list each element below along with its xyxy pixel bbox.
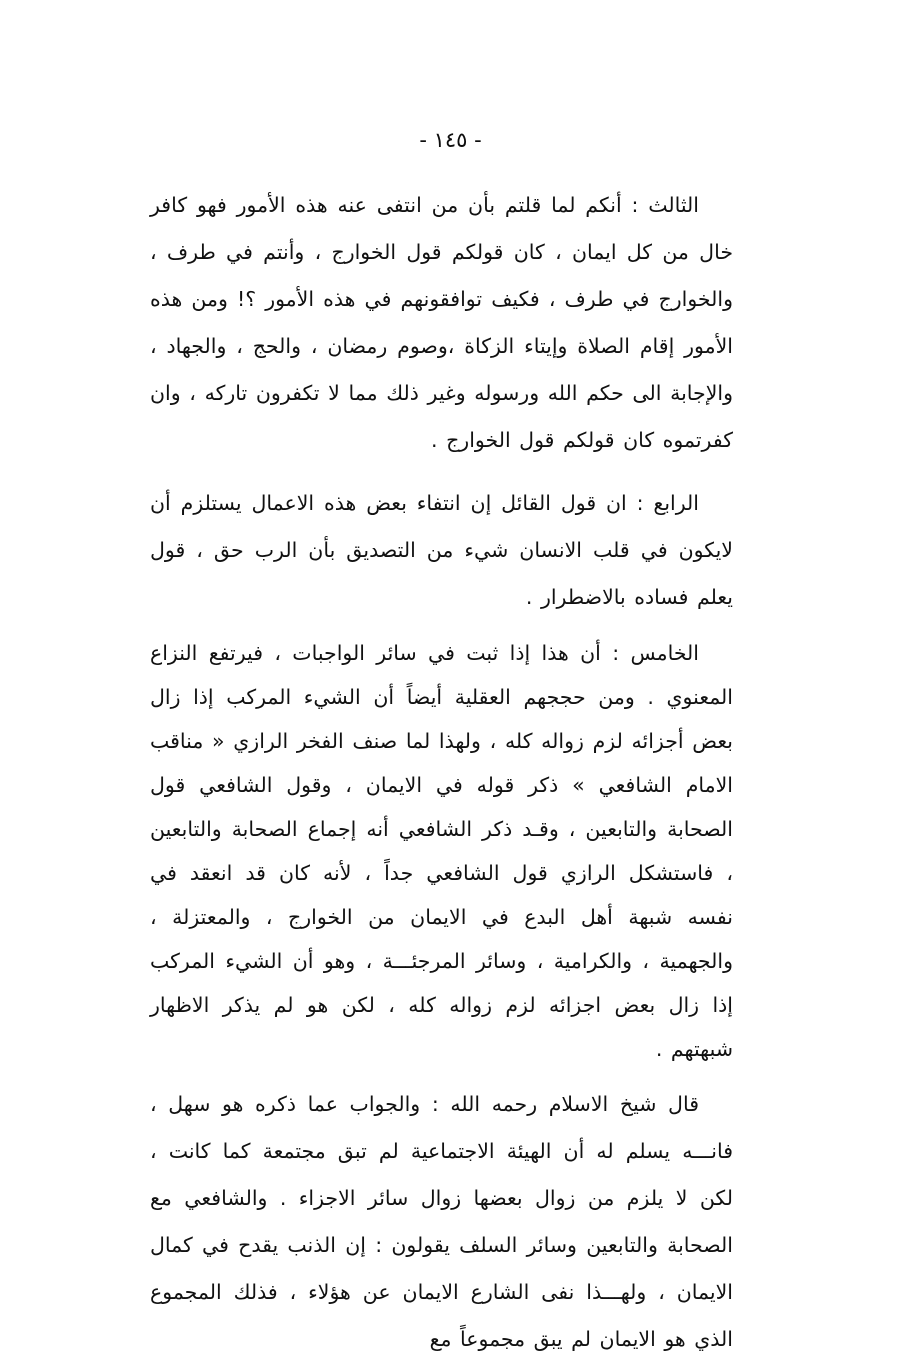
paragraph-fourth: الرابع : ان قول القائل إن انتفاء بعض هذه الاعمال يستلزم أن لايكون في قلب الانسان شيء من التصديق بأن الرب حق ، قول يعلم فساده بالاضطرار . — [150, 491, 733, 609]
page-number: - ١٤٥ - — [419, 128, 482, 152]
paragraph-third: الثالث : أنكم لما قلتم بأن من انتفى عنه هذه الأمور فهو كافر خال من كل ايمان ، كان قولكم قول الخوارج ، وأنتم في طرف ، والخوارج في طرف ، فكيف توافقونهم في هذه الأمور ؟! ومن هذه الأمور إقام الصلاة وإيتاء الزكاة ،وصوم رمضان ، والحج ، والجهاد ، والإجابة الى حكم الله ورسوله وغير ذلك مما لا تكفرون تاركه ، وان كفرتموه كان قولكم قول الخوارج . — [150, 193, 733, 452]
page-body — [150, 182, 733, 1363]
paragraph-shaykh-al-islam: قال شيخ الاسلام رحمه الله : والجواب عما ذكره هو سهل ، فانـــه يسلم له أن الهيئة الاجتماعية لم تبق مجتمعة كما كانت ، لكن لا يلزم من زوال بعضها زوال سائر الاجزاء . والشافعي مع الصحابة والتابعين وسائر السلف يقولون : إن الذنب يقدح في كمال الايمان ، ولهـــذا نفى الشارع الايمان عن هؤلاء ، فذلك المجموع الذي هو الايمان لم يبق مجموعاً مع — [150, 1092, 733, 1351]
paragraph-fifth: الخامس : أن هذا إذا ثبت في سائر الواجبات ، فيرتفع النزاع المعنوي . ومن حججهم العقلية أيضاً أن الشيء المركب إذا زال بعض أجزائه لزم زواله كله ، ولهذا لما صنف الفخر الرازي « مناقب الامام الشافعي » ذكر قوله في الايمان ، وقول الشافعي قول الصحابة والتابعين ، وقـد ذكر الشافعي أنه إجماع الصحابة والتابعين ، فاستشكل الرازي قول الشافعي جداً ، لأنه كان قد انعقد في نفسه شبهة أهل البدع في الايمان من الخوارج ، والمعتزلة ، والجهمية ، والكرامية ، وسائر المرجئـــة ، وهو أن الشيء المركب إذا زال بعض اجزائه لزم زواله كله ، لكن هو لم يذكر الاظهار شبهتهم . — [150, 641, 733, 1061]
